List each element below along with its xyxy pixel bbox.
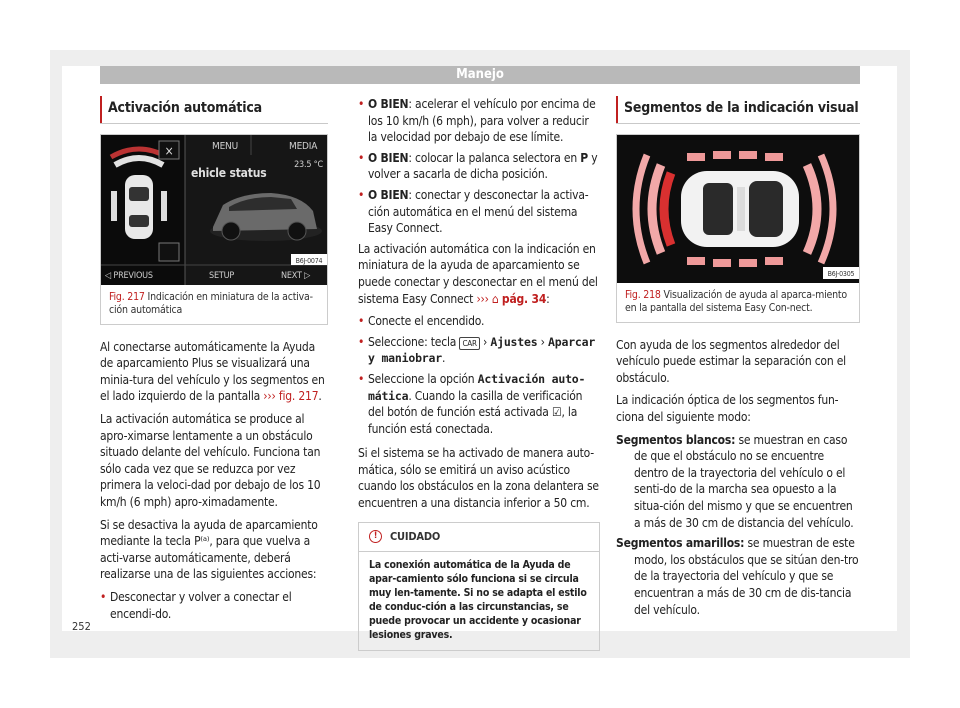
figure-218-image bbox=[617, 135, 859, 283]
setup-label: SETUP bbox=[209, 270, 235, 281]
next-label: NEXT ▷ bbox=[281, 270, 311, 281]
bullet-icon: • bbox=[358, 371, 365, 386]
bullet-icon: • bbox=[358, 150, 365, 165]
heading-segmentos: Segmentos de la indicación visual bbox=[616, 96, 860, 123]
paragraph bbox=[100, 517, 328, 583]
definition-term: Segmentos blancos: bbox=[616, 432, 736, 447]
text: . Cuando la casilla de verificación del botón de función está activada bbox=[368, 388, 583, 420]
media-label: MEDIA bbox=[289, 140, 318, 152]
definition-item bbox=[616, 535, 860, 618]
heading-rule bbox=[616, 123, 860, 124]
svg-text:×: × bbox=[164, 143, 174, 158]
caution-title: CUIDADO bbox=[390, 529, 441, 543]
figure-code: B6J-0074 bbox=[295, 256, 323, 265]
bullet-icon: • bbox=[358, 97, 365, 111]
heading-rule bbox=[100, 123, 328, 124]
text: Conecte el encendido. bbox=[368, 314, 485, 329]
screen-illustration bbox=[101, 135, 327, 285]
figure-218 bbox=[616, 134, 860, 323]
list-item bbox=[100, 589, 328, 622]
paragraph: Si el sistema se ha activado de manera auto-mática, sólo se emitirá un aviso acústico cuando los obstáculos en la zona delantera se encuentren a una distancia inferior a 50 cm. bbox=[358, 446, 599, 511]
bullet-icon: • bbox=[358, 187, 365, 202]
definition-term: Segmentos amarillos: bbox=[616, 536, 745, 551]
text: O BIEN bbox=[368, 97, 409, 111]
figure-217 bbox=[100, 134, 328, 325]
text: : acelerar el vehículo por encima de los 10 km/h (6 mph), para volver a reducir la velocidad por debajo de ese límite. bbox=[368, 97, 596, 145]
bullet-icon: • bbox=[100, 589, 107, 604]
caption-text: Visualización de ayuda al aparca-miento en la pantalla del sistema Easy Con-nect. bbox=[625, 288, 847, 315]
text: : colocar la palanca selectora en bbox=[408, 150, 581, 165]
text: : bbox=[546, 291, 550, 306]
text: › bbox=[479, 334, 491, 349]
parking-segments-illustration bbox=[617, 135, 859, 283]
bullet-icon: • bbox=[358, 314, 365, 329]
park-assist-key-icon: P⁽ᵃ⁾ bbox=[194, 534, 210, 549]
paragraph bbox=[358, 241, 600, 307]
column-3 bbox=[616, 96, 860, 622]
list-item bbox=[358, 371, 600, 437]
checkbox-icon: ☑ bbox=[551, 405, 562, 420]
definition-text: se muestran de este modo, los obstáculos que se sitúan den-tro de la trayectoria del vehículo y que se encuentran a más de 30 cm de dis-tancia del vehículo. bbox=[634, 536, 859, 617]
page-reference-link[interactable]: pág. 34 bbox=[501, 291, 547, 306]
text: Si se desactiva la ayuda de aparcamiento mediante la tecla bbox=[100, 517, 318, 549]
text: : conectar y desconectar la activa-ción automática en el menú del sistema Easy Connect. bbox=[368, 187, 589, 236]
column-1 bbox=[100, 96, 328, 626]
figure-218-caption bbox=[617, 283, 859, 322]
caution-box bbox=[358, 522, 600, 652]
text: Seleccione: tecla bbox=[368, 334, 460, 349]
list-item bbox=[358, 334, 600, 367]
definition-text: se muestran en caso de que el obstáculo no se encuentre dentro de la trayectoria del vehículo o el senti-do de la marcha sea opuesto a la situa-ción del mismo y que se encuentren a más de 30 cm de distancia del vehículo. bbox=[634, 432, 854, 530]
list-item bbox=[358, 96, 600, 146]
text: Desconectar y volver a conectar el encendi-do. bbox=[110, 589, 292, 621]
figure-label: Fig. 217 bbox=[109, 290, 145, 303]
text: , la función está conectada. bbox=[368, 405, 578, 436]
list-item bbox=[358, 313, 600, 330]
car-key-icon: CAR bbox=[459, 337, 479, 350]
warning-icon: ! bbox=[369, 530, 382, 543]
list-item bbox=[358, 150, 600, 183]
caution-body: La conexión automática de la Ayuda de apar-camiento sólo funciona si se circula muy len-tamente. Si no se adapta el estilo de conduc-ción a las circunstancias, se puede provocar un accidente y ocasionar lesiones graves. bbox=[369, 559, 587, 642]
caption-text: Indicación en miniatura de la activa-ción automática bbox=[109, 290, 313, 317]
figure-reference-link[interactable]: ››› fig. 217 bbox=[263, 389, 319, 404]
paragraph: La activación automática se produce al apro-ximarse lentamente a un obstáculo situado delante del vehículo. Funciona tan sólo cada vez que se reduzca por vez primera la veloci-dad por debajo de los 10 km/h (6 mph) apro-ximadamente. bbox=[100, 411, 321, 509]
vehicle-status-label: ehicle status bbox=[191, 165, 267, 180]
page-number: 252 bbox=[72, 620, 91, 633]
caution-header bbox=[359, 523, 599, 553]
text: . bbox=[318, 389, 322, 404]
text: Seleccione la opción bbox=[368, 371, 478, 386]
text: O BIEN bbox=[368, 187, 409, 202]
menu-text: Aparcar y maniobrar bbox=[368, 334, 596, 366]
text: y volver a sacarla de dicha posición. bbox=[368, 150, 598, 182]
figure-code: B6J-0305 bbox=[827, 269, 855, 278]
page-reference-arrows: ››› bbox=[476, 291, 489, 306]
paragraph: La indicación óptica de los segmentos fun-ciona del siguiente modo: bbox=[616, 393, 839, 424]
menu-label: MENU bbox=[212, 140, 238, 152]
figure-label: Fig. 218 bbox=[625, 288, 661, 301]
definition-item bbox=[616, 432, 860, 532]
text: O BIEN bbox=[368, 150, 409, 165]
list-item bbox=[358, 187, 600, 237]
column-2 bbox=[358, 96, 600, 651]
figure-217-caption bbox=[101, 285, 327, 324]
menu-text: Activación auto-mática bbox=[368, 371, 586, 403]
figure-217-image bbox=[101, 135, 327, 285]
text: P bbox=[580, 150, 588, 165]
section-header: Manejo bbox=[100, 66, 860, 84]
book-icon: ⌂ bbox=[492, 291, 499, 306]
paragraph bbox=[100, 339, 328, 405]
paragraph: Con ayuda de los segmentos alrededor del vehículo puede estimar la separación con el obstáculo. bbox=[616, 337, 846, 385]
bullet-icon: • bbox=[358, 334, 365, 349]
text: La activación automática con la indicación en miniatura de la ayuda de aparcamiento se puede conectar y desconectar en el menú del sistema Easy Connect bbox=[358, 241, 598, 306]
text: , para que vuelva a acti-varse automáticamente, deberá realizarse una de las siguientes acciones: bbox=[100, 534, 317, 582]
text: . bbox=[441, 351, 446, 366]
text: › bbox=[537, 334, 549, 349]
heading-activacion-automatica: Activación automática bbox=[100, 96, 328, 123]
previous-label: ◁ PREVIOUS bbox=[105, 270, 153, 281]
temperature-label: 23.5 °C bbox=[294, 159, 323, 170]
text: Al conectarse automáticamente la Ayuda de aparcamiento Plus se visualizará una minia-tura del vehículo y los segmentos en el lado izquierdo de la pantalla bbox=[100, 339, 325, 404]
menu-text: Ajustes bbox=[490, 334, 538, 349]
